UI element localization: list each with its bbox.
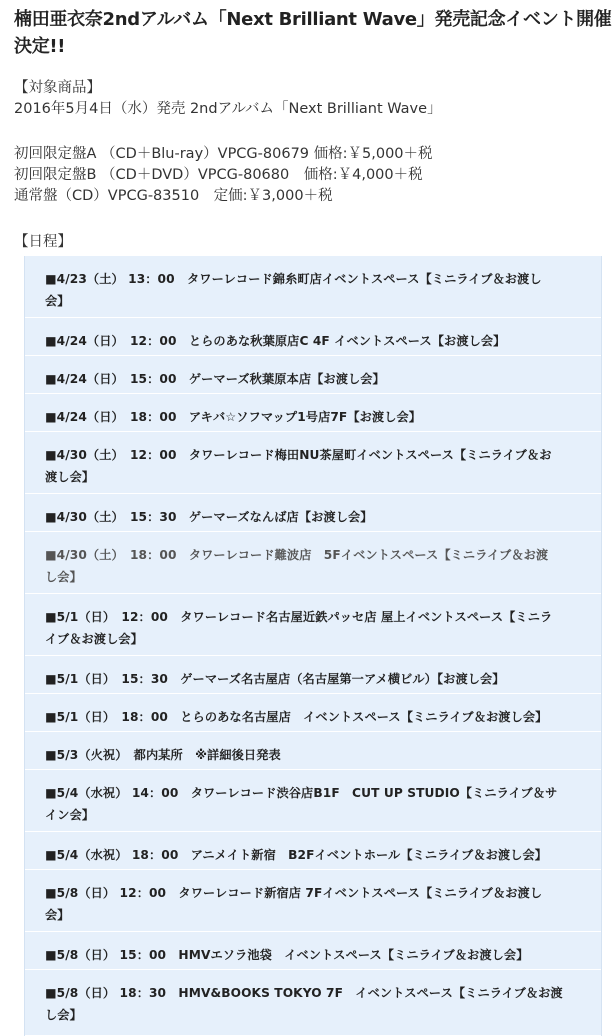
schedule-item	[25, 770, 601, 832]
schedule-item-line: ■4/30（土） 18：00 タワーレコード難波店 5Fイベントスペース【ミニライブ＆お渡	[45, 548, 549, 562]
schedule-item	[25, 970, 601, 1036]
edition-b: 初回限定盤B （CD＋DVD）VPCG-80680 価格:￥4,000＋税	[14, 167, 423, 183]
schedule-item	[25, 356, 601, 394]
schedule-list	[24, 256, 602, 1036]
schedule-item-line: ■4/23（土） 13：00 タワーレコード錦糸町店イベントスペース【ミニライブ＆お渡し	[45, 272, 542, 286]
schedule-item-line: ■5/4（水祝） 18：00 アニメイト新宿 B2Fイベントホール【ミニライブ＆お渡し会】	[45, 848, 548, 862]
schedule-item-line: 会】	[45, 908, 70, 922]
schedule-item-line: ■5/1（日） 15：30 ゲーマーズ名古屋店（名古屋第一アメ横ビル）【お渡し会】	[45, 672, 505, 686]
schedule-item	[25, 656, 601, 694]
schedule-item	[25, 932, 601, 970]
page-title-line-2: 決定!!	[14, 36, 66, 57]
edition-regular: 通常盤（CD）VPCG-83510 定価:￥3,000＋税	[14, 188, 333, 204]
schedule-item	[25, 594, 601, 656]
schedule-item-line: ■4/30（土） 12：00 タワーレコード梅田NU茶屋町イベントスペース【ミニライブ＆お	[45, 448, 552, 462]
page-title	[14, 6, 612, 60]
spacer	[14, 120, 604, 144]
schedule-item-line: ■5/3（火祝） 都内某所 ※詳細後日発表	[45, 748, 281, 762]
schedule-heading: 【日程】	[14, 234, 72, 250]
schedule-item-line: ■5/1（日） 12：00 タワーレコード名古屋近鉄パッセ店 屋上イベントスペース【ミニラ	[45, 610, 553, 624]
schedule-item	[25, 394, 601, 432]
schedule-item-line: ■4/24（日） 15：00 ゲーマーズ秋葉原本店【お渡し会】	[45, 372, 385, 386]
product-heading: 【対象商品】	[14, 80, 101, 96]
schedule-item	[25, 494, 601, 532]
schedule-item-line: ■5/8（日） 12：00 タワーレコード新宿店 7Fイベントスペース【ミニライブ＆お渡し	[45, 886, 543, 900]
edition-a: 初回限定盤A （CD＋Blu-ray）VPCG-80679 価格:￥5,000＋税	[14, 146, 433, 162]
schedule-item	[25, 694, 601, 732]
schedule-item-line: ■4/30（土） 15：30 ゲーマーズなんば店【お渡し会】	[45, 510, 373, 524]
schedule-item-line: ■5/1（日） 18：00 とらのあな名古屋店 イベントスペース【ミニライブ＆お渡し会】	[45, 710, 548, 724]
schedule-item-line: ■4/24（日） 12：00 とらのあな秋葉原店C 4F イベントスペース【お渡し会】	[45, 334, 506, 348]
product-section	[14, 78, 604, 207]
schedule-item-line: ■5/4（水祝） 14：00 タワーレコード渋谷店B1F CUT UP STUDIO【ミニライブ＆サ	[45, 786, 558, 800]
schedule-item-line: し会】	[45, 570, 82, 584]
schedule-item	[25, 832, 601, 870]
schedule-item-line: 渡し会】	[45, 470, 95, 484]
schedule-item	[25, 732, 601, 770]
schedule-item-line: ■5/8（日） 18：30 HMV&BOOKS TOKYO 7F イベントスペース【ミニライブ＆お渡	[45, 986, 563, 1000]
schedule-item-line: イン会】	[45, 808, 95, 822]
schedule-item-line: し会】	[45, 1008, 82, 1022]
schedule-item-line: ■5/8（日） 15：00 HMVエソラ池袋 イベントスペース【ミニライブ＆お渡し会】	[45, 948, 529, 962]
page-title-line-1: 楠田亜衣奈2ndアルバム「Next Brilliant Wave」発売記念イベント開催	[14, 9, 612, 30]
schedule-item	[25, 532, 601, 594]
release-info: 2016年5月4日（水）発売 2ndアルバム「Next Brilliant Wave」	[14, 101, 442, 117]
schedule-item-line: イブ＆お渡し会】	[45, 632, 143, 646]
schedule-item-line: ■4/24（日） 18：00 アキバ☆ソフマップ1号店7F【お渡し会】	[45, 410, 422, 424]
schedule-item	[25, 256, 601, 318]
schedule-item-line: 会】	[45, 294, 70, 308]
schedule-item	[25, 870, 601, 932]
schedule-item	[25, 432, 601, 494]
schedule-item	[25, 318, 601, 356]
